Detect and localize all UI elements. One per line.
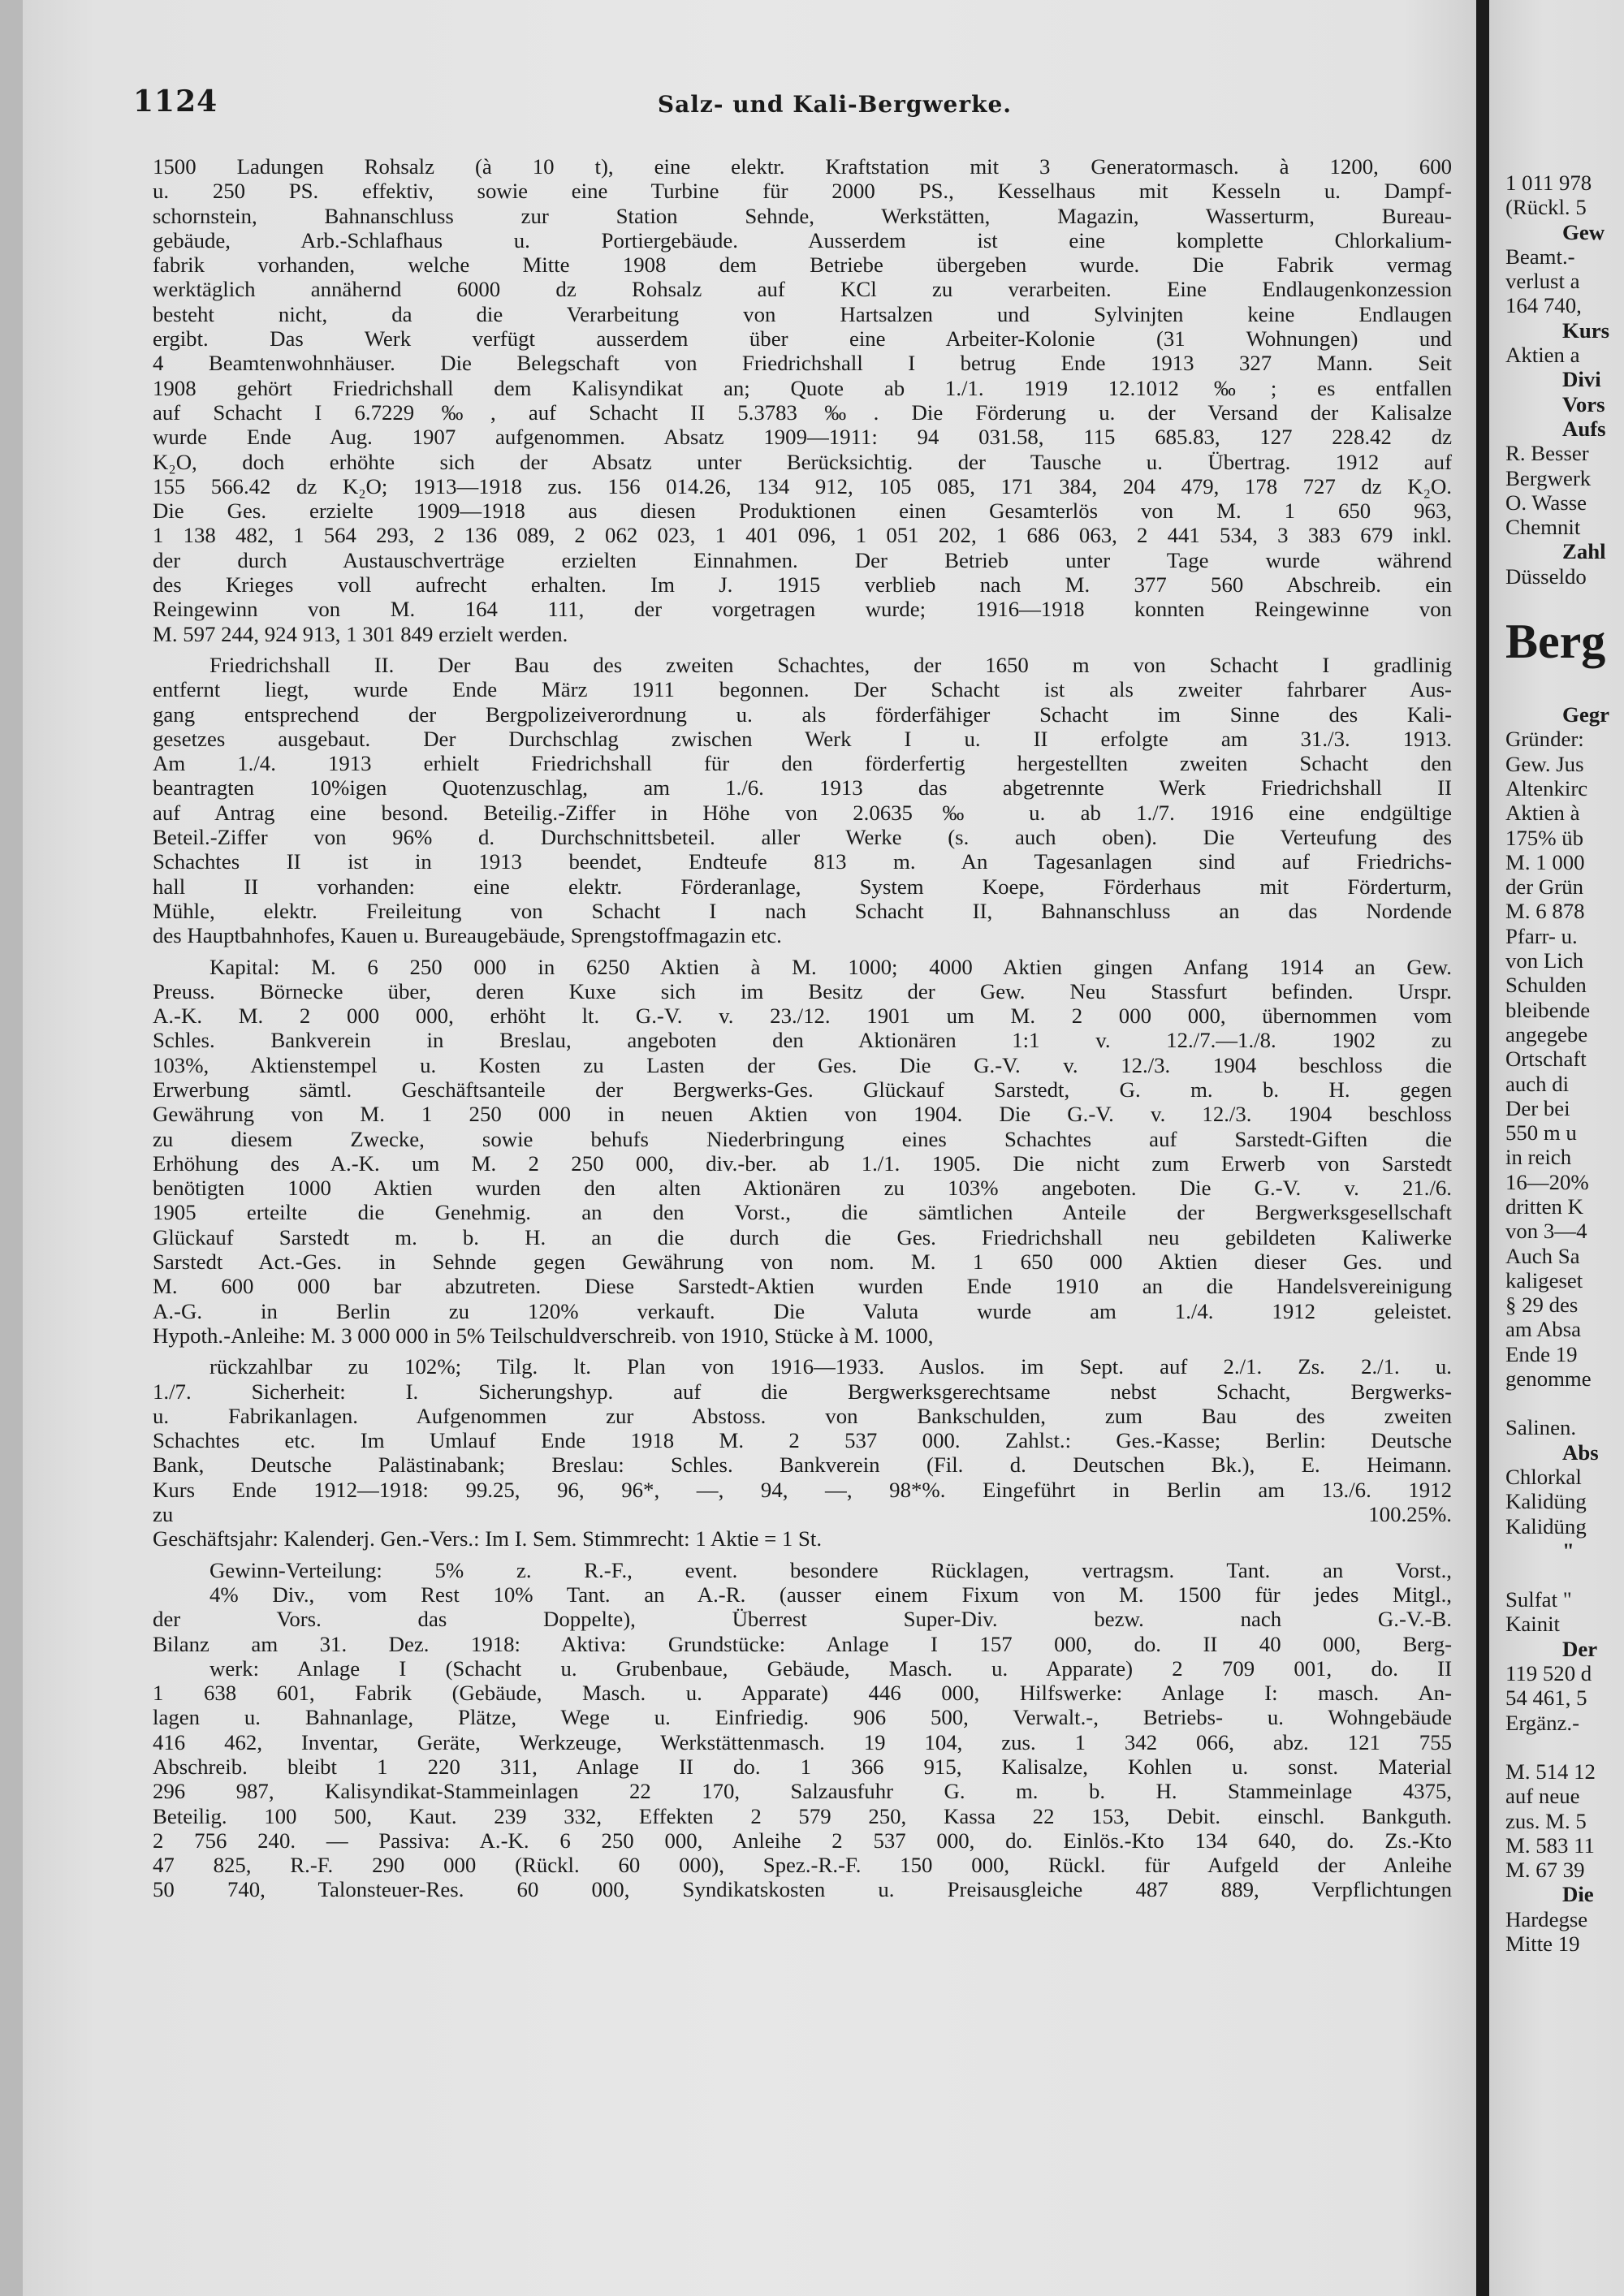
text-line: der durch Austauschverträge erzielten Einnahmen. Der Betrieb unter Tage wurde während	[153, 547, 1452, 572]
adjacent-text-line: (Rückl. 5	[1505, 195, 1587, 220]
text-line: Glückauf Sarstedt m. b. H. an die durch die Ges. Friedrichshall neu gebildeten Kaliwerke	[153, 1224, 1452, 1249]
text-line: 50 740, Talonsteuer-Res. 60 000, Syndikatskosten u. Preisausgleiche 487 889, Verpflichtungen	[153, 1877, 1452, 1902]
book-gutter	[1476, 0, 1489, 2296]
text-line: Schachtes II ist in 1913 beendet, Endteufe 813 m. An Tagesanlagen sind auf Friedrichs-	[153, 849, 1452, 874]
text-line: hall II vorhanden: eine elektr. Förderanlage, System Koepe, Förderhaus mit Förderturm,	[153, 874, 1452, 899]
adjacent-text-line: Chemnit	[1505, 515, 1581, 540]
adjacent-text-line: "	[1562, 1538, 1574, 1563]
text-line: Preuss. Börnecke über, deren Kuxe sich im Besitz der Gew. Neu Stassfurt befinden. Urspr.	[153, 978, 1452, 1003]
text-line: Friedrichshall II. Der Bau des zweiten Schachtes, der 1650 m von Schacht I gradlinig	[209, 652, 1452, 677]
adjacent-text-line: am Absa	[1505, 1317, 1582, 1342]
text-line: Mühle, elektr. Freileitung von Schacht I nach Schacht II, Bahnanschluss an das Nordende	[153, 898, 1452, 923]
text-line: 2 756 240. — Passiva: A.-K. 6 250 000, Anleihe 2 537 000, do. Einlös.-Kto 134 640, do. Zs.-Kto	[153, 1828, 1452, 1853]
text-line: A.-K. M. 2 000 000, erhöht lt. G.-V. v. 23./12. 1901 um M. 2 000 000, übernommen vom	[153, 1003, 1452, 1029]
text-line: Beteil.-Ziffer von 96% d. Durchschnittsbeteil. aller Werke (s. auch oben). Die Verteufung des	[153, 825, 1452, 850]
text-line: auf Antrag eine besond. Beteilig.-Ziffer in Höhe von 2.0635‰ u. ab 1./7. 1916 eine endgültige	[153, 800, 1452, 825]
text-line: K₂O, doch erhöhte sich der Absatz unter Berücksichtig. der Tausche u. Übertrag. 1912 auf	[153, 449, 1452, 474]
text-line: 103%, Aktienstempel u. Kosten zu Lasten der Ges. Die G.-V. v. 12./3. 1904 beschloss die	[153, 1052, 1452, 1077]
adjacent-text-line: Kurs	[1562, 317, 1610, 343]
adjacent-text-line: kaligeset	[1505, 1267, 1583, 1293]
text-line: Reingewinn von M. 164 111, der vorgetragen wurde; 1916—1918 konnten Reingewinne von	[153, 597, 1452, 622]
adjacent-text-line: dritten K	[1505, 1193, 1584, 1219]
text-line: Gewinn-Verteilung: 5% z. R.-F., event. besondere Rücklagen, vertragsm. Tant. an Vorst.,	[209, 1557, 1452, 1582]
adjacent-text-line: der Grün	[1505, 874, 1583, 900]
adjacent-text-line: Aktien a	[1505, 343, 1580, 368]
adjacent-text-line: Divi	[1562, 367, 1601, 392]
text-line: Sarstedt Act.-Ges. in Sehnde gegen Gewährung von nom. M. 1 650 000 Aktien dieser Ges. und	[153, 1249, 1452, 1275]
text-line: wurde Ende Aug. 1907 aufgenommen. Absatz 1909—1911: 94 031.58, 115 685.83, 127 228.42 dz	[153, 425, 1452, 450]
adjacent-text-line: in reich	[1505, 1145, 1572, 1170]
adjacent-text-line: § 29 des	[1505, 1293, 1579, 1318]
text-line: Die Ges. erzielte 1909—1918 aus diesen Produktionen einen Gesamterlös von M. 1 650 963,	[153, 498, 1452, 524]
text-line: u. Fabrikanlagen. Aufgenommen zur Abstoss. von Bankschulden, zum Bau des zweiten	[153, 1403, 1452, 1428]
text-line: rückzahlbar zu 102%; Tilg. lt. Plan von 1916—1933. Auslos. im Sept. auf 2./1. Zs. 2./1. u.	[209, 1354, 1452, 1379]
text-line: 47 825, R.-F. 290 000 (Rückl. 60 000), Spez.-R.-F. 150 000, Rückl. für Aufgeld der Anleihe	[153, 1853, 1452, 1878]
adjacent-text-line: 119 520 d	[1505, 1661, 1592, 1686]
adjacent-text-line: 175% üb	[1505, 825, 1584, 850]
text-line: Schachtes etc. Im Umlauf Ende 1918 M. 2 537 000. Zahlst.: Ges.-Kasse; Berlin: Deutsche	[153, 1428, 1452, 1453]
running-head: Salz- und Kali-Bergwerke.	[657, 91, 1013, 118]
text-line: 1./7. Sicherheit: I. Sicherungshyp. auf die Bergwerksgerechtsame nebst Schacht, Bergwerks-	[153, 1379, 1452, 1404]
text-line: Kurs Ende 1912—1918: 99.25, 96, 96*, —, 94, —, 98*%. Eingeführt in Berlin am 13./6. 1912	[153, 1477, 1452, 1502]
text-line: Hypoth.-Anleihe: M. 3 000 000 in 5% Teilschuldverschreib. von 1910, Stücke à M. 1000,	[153, 1323, 934, 1348]
adjacent-text-line: Kalidüng	[1505, 1489, 1587, 1514]
adjacent-text-line: Der bei	[1505, 1095, 1570, 1120]
adjacent-text-line: M. 1 000	[1505, 849, 1585, 874]
adjacent-text-line: Aufs	[1562, 416, 1606, 441]
text-line: entfernt liegt, wurde Ende März 1911 begonnen. Der Schacht ist als zweiter fahrbarer Aus-	[153, 677, 1452, 702]
adjacent-text-line: M. 583 11	[1505, 1832, 1595, 1858]
text-line: 4 Beamtenwohnhäuser. Die Belegschaft von Friedrichshall I betrug Ende 1913 327 Mann. Seit	[153, 351, 1452, 376]
text-line: gesetzes ausgebaut. Der Durchschlag zwischen Werk I u. II erfolgte am 31./3. 1913.	[153, 726, 1452, 751]
text-line: M. 597 244, 924 913, 1 301 849 erzielt werden.	[153, 621, 568, 646]
text-line: A.-G. in Berlin zu 120% verkauft. Die Valuta wurde am 1./4. 1912 geleistet.	[153, 1298, 1452, 1323]
text-line: Geschäftsjahr: Kalenderj. Gen.-Vers.: Im I. Sem. Stimmrecht: 1 Aktie = 1 St.	[153, 1526, 823, 1552]
adjacent-text-line: 1 011 978	[1505, 170, 1592, 195]
adjacent-text-line: Pfarr- u.	[1505, 923, 1578, 948]
adjacent-text-line: Mitte 19	[1505, 1931, 1580, 1956]
adjacent-text-line: Gew. Jus	[1505, 751, 1584, 776]
adjacent-text-line: Salinen.	[1505, 1415, 1577, 1440]
adjacent-page-fragment	[1489, 0, 1624, 2296]
adjacent-text-line: Chlorkal	[1505, 1464, 1582, 1489]
text-line: zu diesem Zwecke, sowie behufs Niederbringung eines Schachtes auf Sarstedt-Giften die	[153, 1126, 1452, 1151]
text-line: lagen u. Bahnanlage, Plätze, Wege u. Einfriedig. 906 500, Verwalt.-, Betriebs- u. Wohngebäude	[153, 1705, 1452, 1730]
text-line: gebäude, Arb.-Schlafhaus u. Portiergebäude. Ausserdem ist eine komplette Chlorkalium-	[153, 227, 1452, 252]
text-line: schornstein, Bahnanschluss zur Station Sehnde, Werkstätten, Magazin, Wasserturm, Bureau-	[153, 203, 1452, 228]
page-number: 1124	[133, 84, 218, 119]
adjacent-text-line: Sulfat "	[1505, 1587, 1572, 1612]
adjacent-text-line: Altenkirc	[1505, 775, 1588, 801]
adjacent-text-line: Beamt.-	[1505, 244, 1575, 269]
text-line: 296 987, Kalisyndikat-Stammeinlagen 22 170, Salzausfuhr G. m. b. H. Stammeinlage 4375,	[153, 1779, 1452, 1804]
adjacent-text-line: Gegr	[1562, 702, 1610, 727]
adjacent-text-line: Auch Sa	[1505, 1243, 1580, 1268]
main-text-column	[153, 154, 1452, 1902]
text-line: des Krieges voll aufrecht erhalten. Im J. 1915 verblieb nach M. 377 560 Abschreib. ein	[153, 572, 1452, 598]
adjacent-text-line: zus. M. 5	[1505, 1808, 1587, 1833]
text-line: besteht nicht, da die Verarbeitung von Hartsalzen und Sylvinjten keine Endlaugen	[153, 301, 1452, 326]
adjacent-text-line: 16—20%	[1505, 1169, 1589, 1194]
book-page	[23, 0, 1476, 2296]
text-line: 1 138 482, 1 564 293, 2 136 089, 2 062 023, 1 401 096, 1 051 202, 1 686 063, 2 441 534, 3 383 679 inkl.	[153, 523, 1452, 548]
adjacent-text-line: Der	[1562, 1636, 1598, 1661]
adjacent-text-line: Schulden	[1505, 973, 1587, 998]
adjacent-text-line: bleibende	[1505, 997, 1591, 1022]
text-line: Gewährung von M. 1 250 000 in neuen Aktien von 1904. Die G.-V. v. 12./3. 1904 beschloss	[153, 1102, 1452, 1127]
text-line: Beteilig. 100 500, Kaut. 239 332, Effekten 2 579 250, Kassa 22 153, Debit. einschl. Bankguth.	[153, 1803, 1452, 1828]
text-line: Am 1./4. 1913 erhielt Friedrichshall für den förderfertig hergestellten zweiten Schacht den	[153, 751, 1452, 776]
text-line: auf Schacht I 6.7229‰, auf Schacht II 5.3783‰. Die Förderung u. der Versand der Kalisalze	[153, 399, 1452, 425]
adjacent-text-line: Zahl	[1562, 539, 1606, 564]
text-line: u. 250 PS. effektiv, sowie eine Turbine für 2000 PS., Kesselhaus mit Kesseln u. Dampf-	[153, 179, 1452, 204]
text-line: werk: Anlage I (Schacht u. Grubenbaue, Gebäude, Masch. u. Apparate) 2 709 001, do. II	[209, 1655, 1452, 1681]
adjacent-text-line: Gründer:	[1505, 727, 1584, 752]
adjacent-text-line: M. 6 878	[1505, 899, 1585, 924]
adjacent-page-text	[1505, 170, 1624, 1956]
adjacent-text-line: M. 67 39	[1505, 1858, 1585, 1883]
adjacent-text-line: Vors	[1562, 391, 1605, 416]
text-line: Schles. Bankverein in Breslau, angeboten den Aktionären 1:1 v. 12./7.—1./8. 1902 zu	[153, 1028, 1452, 1053]
adjacent-text-line: Ende 19	[1505, 1341, 1578, 1366]
adjacent-text-line: R. Besser	[1505, 441, 1589, 466]
text-line: gang entsprechend der Bergpolizeiverordnung u. als förderfähiger Schacht im Sinne des Kali-	[153, 701, 1452, 727]
adjacent-text-line: Hardegse	[1505, 1906, 1588, 1931]
text-line: werktäglich annähernd 6000 dz Rohsalz auf KCl zu verarbeiten. Eine Endlaugenkonzession	[153, 277, 1452, 302]
text-line: 4% Div., vom Rest 10% Tant. an A.-R. (ausser einem Fixum von M. 1500 für jedes Mitgl.,	[209, 1582, 1452, 1607]
text-line: zu 100.25%.	[153, 1502, 1452, 1527]
text-line: fabrik vorhanden, welche Mitte 1908 dem Betriebe übergeben wurde. Die Fabrik vermag	[153, 252, 1452, 278]
adjacent-text-line: Düsseldo	[1505, 563, 1587, 589]
text-line: der Vors. das Doppelte), Überrest Super-Div. bezw. nach G.-V.-B.	[153, 1607, 1452, 1632]
text-line: Erhöhung des A.-K. um M. 2 250 000, div.-ber. ab 1./1. 1905. Die nicht zum Erwerb von Sarstedt	[153, 1150, 1452, 1176]
text-line: benötigten 1000 Aktien wurden den alten Aktionären zu 103% angeboten. Die G.-V. v. 21./6.	[153, 1176, 1452, 1201]
adjacent-text-line: von 3—4	[1505, 1219, 1587, 1244]
adjacent-text-line: auf neue	[1505, 1784, 1580, 1809]
text-line: 155 566.42 dz K₂O; 1913—1918 zus. 156 014.26, 134 912, 105 085, 171 384, 204 479, 178 727 dz K₂O.	[153, 473, 1452, 498]
text-line: Bilanz am 31. Dez. 1918: Aktiva: Grundstücke: Anlage I 157 000, do. II 40 000, Berg-	[153, 1631, 1452, 1656]
adjacent-text-line: verlust a	[1505, 269, 1580, 294]
text-line: 1908 gehört Friedrichshall dem Kalisyndikat an; Quote ab 1./1. 1919 12.1012‰; es entfallen	[153, 375, 1452, 400]
adjacent-text-line: Abs	[1562, 1439, 1599, 1465]
adjacent-text-line: auch di	[1505, 1071, 1570, 1096]
adjacent-text-line: Die	[1562, 1882, 1594, 1907]
text-line: Abschreib. bleibt 1 220 311, Anlage II do. 1 366 915, Kalisalze, Kohlen u. sonst. Material	[153, 1754, 1452, 1779]
text-line: 1500 Ladungen Rohsalz (à 10 t), eine elektr. Kraftstation mit 3 Generatormasch. à 1200, 600	[153, 154, 1452, 179]
text-line: Kapital: M. 6 250 000 in 6250 Aktien à M. 1000; 4000 Aktien gingen Anfang 1914 an Gew.	[209, 954, 1452, 979]
adjacent-text-line: 54 461, 5	[1505, 1685, 1587, 1711]
text-line: beantragten 10%igen Quotenzuschlag, am 1./6. 1913 das abgetrennte Werk Friedrichshall II	[153, 775, 1452, 801]
adjacent-text-line: Bergwerk	[1505, 465, 1592, 490]
adjacent-text-line: 164 740,	[1505, 293, 1582, 318]
adjacent-text-line: Ortschaft	[1505, 1047, 1587, 1072]
adjacent-text-line: 550 m u	[1505, 1120, 1577, 1146]
adjacent-text-line: Aktien à	[1505, 801, 1580, 826]
adjacent-text-line: Gew	[1562, 219, 1605, 244]
text-line: 1905 erteilte die Genehmig. an den Vorst., die sämtlichen Anteile der Bergwerksgesellschaft	[153, 1200, 1452, 1225]
adjacent-text-line: Ergänz.-	[1505, 1710, 1580, 1735]
text-line: M. 600 000 bar abzutreten. Diese Sarstedt-Aktien wurden Ende 1910 an die Handelsvereinigung	[153, 1274, 1452, 1299]
text-line: Erwerbung sämtl. Geschäftsanteile der Bergwerks-Ges. Glückauf Sarstedt, G. m. b. H. gegen	[153, 1077, 1452, 1102]
adjacent-text-line: O. Wasse	[1505, 490, 1587, 515]
adjacent-text-line: Kalidüng	[1505, 1513, 1587, 1539]
text-line: des Hauptbahnhofes, Kauen u. Bureaugebäude, Sprengstoffmagazin etc.	[153, 923, 782, 948]
text-line: 416 462, Inventar, Geräte, Werkzeuge, Werkstättenmasch. 19 104, zus. 1 342 066, abz. 121 755	[153, 1729, 1452, 1754]
adjacent-text-line: Kainit	[1505, 1612, 1560, 1637]
adjacent-text-line: genomme	[1505, 1366, 1592, 1392]
text-line: 1 638 601, Fabrik (Gebäude, Masch. u. Apparate) 446 000, Hilfswerke: Anlage I: masch. An-	[153, 1681, 1452, 1706]
text-line: Bank, Deutsche Palästinabank; Breslau: Schles. Bankverein (Fil. d. Deutschen Bk.), E. Heimann.	[153, 1452, 1452, 1478]
text-line: ergibt. Das Werk verfügt ausserdem über eine Arbeiter-Kolonie (31 Wohnungen) und	[153, 326, 1452, 352]
adjacent-text-line: angegebe	[1505, 1021, 1588, 1047]
adjacent-text-line: von Lich	[1505, 948, 1584, 973]
adjacent-section-heading: Berg	[1505, 615, 1606, 669]
adjacent-text-line: M. 514 12	[1505, 1759, 1596, 1784]
